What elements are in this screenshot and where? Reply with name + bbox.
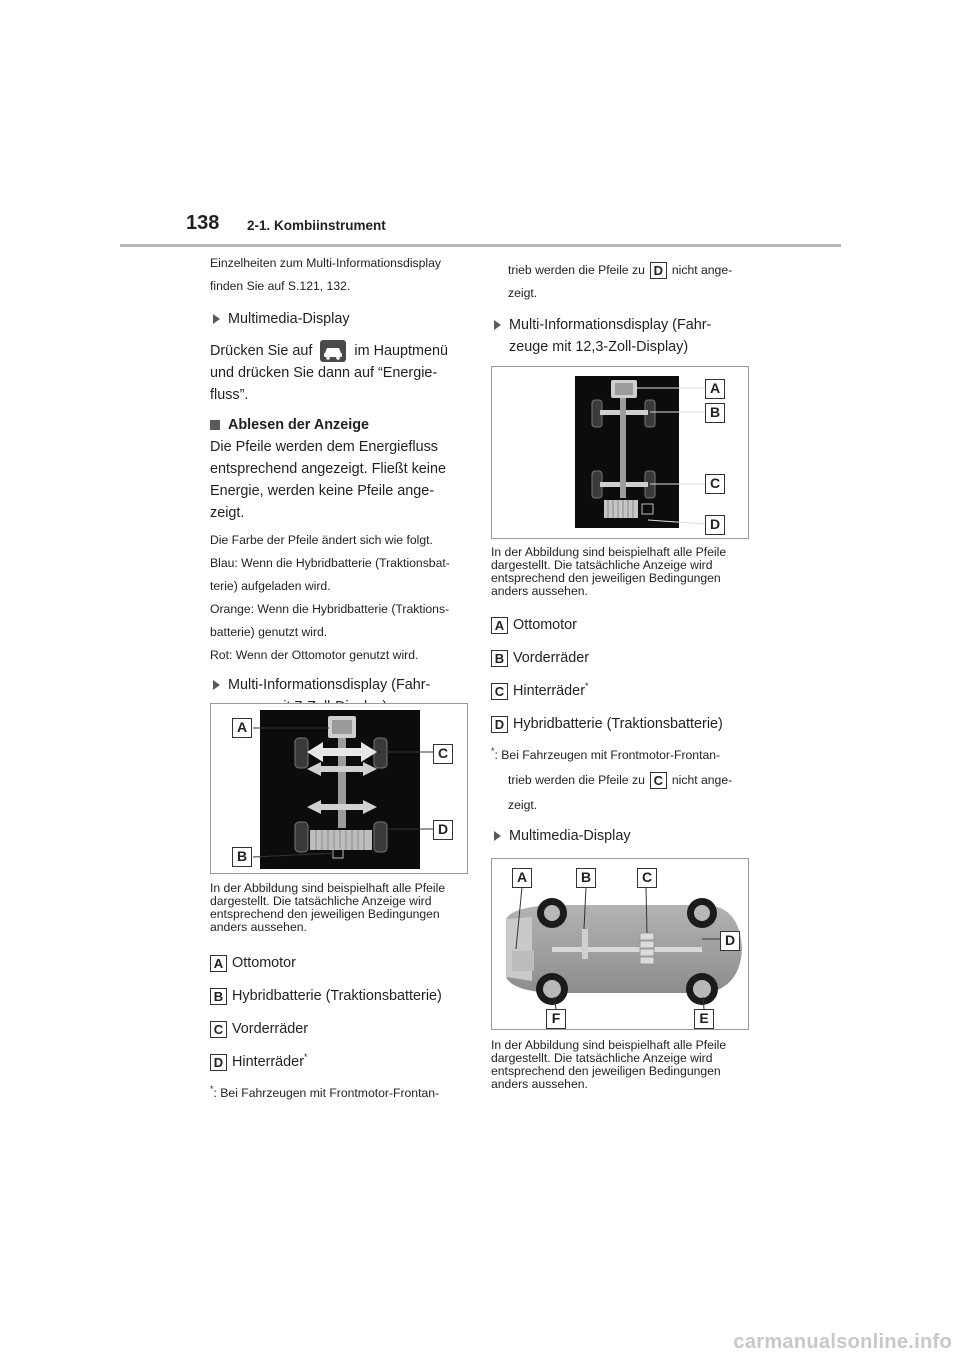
legend-text: Vorderräder bbox=[513, 650, 589, 666]
caption-line: anders aussehen. bbox=[491, 584, 588, 598]
color-note: Die Farbe der Pfeile ändert sich wie folgt. bbox=[210, 533, 433, 547]
car-menu-icon bbox=[320, 340, 346, 362]
legend-text: Ottomotor bbox=[513, 617, 577, 633]
reading-line: Die Pfeile werden dem Energiefluss bbox=[210, 439, 438, 455]
footnote-text: : Bei Fahrzeugen mit Frontmotor-Frontan- bbox=[213, 1086, 440, 1100]
figure-label: D bbox=[720, 931, 740, 951]
footnote-text: zeigt. bbox=[508, 798, 538, 812]
figure-label: B bbox=[232, 847, 252, 867]
figure-label: E bbox=[694, 1009, 714, 1029]
legend-badge: C bbox=[491, 683, 508, 700]
press-text: im Hauptmenü bbox=[354, 343, 448, 359]
intro-line: finden Sie auf S.121, 132. bbox=[210, 279, 351, 293]
legend-badge: B bbox=[210, 988, 227, 1005]
caption-line: entsprechend den jeweiligen Bedingungen bbox=[491, 571, 721, 585]
heading-line: Multi-Informationsdisplay (Fahr- bbox=[509, 317, 712, 333]
reading-heading: Ablesen der Anzeige bbox=[210, 414, 472, 436]
left-lower bbox=[210, 882, 472, 1105]
caption-line: entsprechend den jeweiligen Bedingungen bbox=[210, 907, 440, 921]
caption-line: dargestellt. Die tatsächliche Anzeige wird bbox=[491, 1051, 713, 1065]
inline-badge: D bbox=[650, 262, 667, 279]
reading-line: entsprechend angezeigt. Fließt keine bbox=[210, 461, 446, 477]
reading-line: Energie, werden keine Pfeile ange- bbox=[210, 483, 434, 499]
caption-line: In der Abbildung sind beispielhaft alle Pfeile bbox=[210, 881, 446, 895]
footnote-marker: * bbox=[584, 681, 589, 692]
footnote-text: : Bei Fahrzeugen mit Frontmotor-Frontan- bbox=[494, 748, 721, 762]
legend-badge: C bbox=[210, 1021, 227, 1038]
figure-label: A bbox=[705, 379, 725, 399]
figure-label: A bbox=[512, 868, 532, 888]
legend-item bbox=[491, 713, 753, 735]
footnote-text: nicht ange- bbox=[671, 263, 733, 277]
legend-text: Hybridbatterie (Traktionsbatterie) bbox=[232, 988, 442, 1004]
legend-item bbox=[491, 680, 753, 702]
left-column bbox=[210, 252, 472, 718]
reading-line: zeigt. bbox=[210, 505, 245, 521]
color-note: batterie) genutzt wird. bbox=[210, 625, 328, 639]
caption-line: dargestellt. Die tatsächliche Anzeige wird bbox=[210, 894, 432, 908]
color-note: Blau: Wenn die Hybridbatterie (Traktionsbat- bbox=[210, 556, 450, 570]
color-note: terie) aufgeladen wird. bbox=[210, 579, 331, 593]
intro-line: Einzelheiten zum Multi-Informationsdisplay bbox=[210, 256, 441, 270]
footnote-marker: * bbox=[210, 1083, 214, 1094]
figure-label: B bbox=[705, 403, 725, 423]
right-bottom-caption bbox=[491, 1039, 753, 1091]
caption-line: anders aussehen. bbox=[491, 1077, 588, 1091]
heading-line: zeuge mit 12,3-Zoll-Display) bbox=[509, 339, 689, 355]
figure-label: B bbox=[576, 868, 596, 888]
footnote-marker: * bbox=[303, 1052, 308, 1063]
footnote-text: zeigt. bbox=[508, 286, 538, 300]
color-notes bbox=[210, 529, 472, 667]
legend-badge: D bbox=[210, 1054, 227, 1071]
footnote-text: trieb werden die Pfeile zu bbox=[508, 263, 645, 277]
right-column bbox=[491, 259, 753, 358]
figure-7inch-display bbox=[210, 703, 468, 874]
figure-label: C bbox=[705, 474, 725, 494]
footnote-text: nicht ange- bbox=[671, 773, 733, 787]
figure-multimedia-display bbox=[491, 858, 749, 1030]
section-title: 2-1. Kombiinstrument bbox=[247, 218, 386, 233]
legend-item bbox=[491, 647, 753, 669]
footnote bbox=[491, 744, 753, 817]
footnote bbox=[210, 1082, 472, 1105]
figure-label: D bbox=[433, 820, 453, 840]
figure-label: A bbox=[232, 718, 252, 738]
intro-text bbox=[210, 252, 472, 298]
legend-badge: B bbox=[491, 650, 508, 667]
legend-text: Hinterräder bbox=[232, 1054, 304, 1070]
press-instructions bbox=[210, 340, 472, 406]
footnote-marker: * bbox=[491, 745, 495, 756]
legend-item bbox=[210, 985, 472, 1007]
mid12-heading bbox=[491, 314, 753, 358]
footnote-text: trieb werden die Pfeile zu bbox=[508, 773, 645, 787]
legend-text: Hybridbatterie (Traktionsbatterie) bbox=[513, 716, 723, 732]
inline-badge: C bbox=[650, 772, 667, 789]
reading-text bbox=[210, 436, 472, 524]
press-text: fluss”. bbox=[210, 387, 249, 403]
legend-badge: A bbox=[210, 955, 227, 972]
figure-caption bbox=[491, 546, 753, 598]
caption-line: anders aussehen. bbox=[210, 920, 307, 934]
header-rule bbox=[120, 244, 841, 247]
heading-line: Multi-Informationsdisplay (Fahr- bbox=[228, 677, 431, 693]
figure-12inch-display bbox=[491, 366, 749, 539]
legend-item bbox=[210, 952, 472, 974]
legend-text: Vorderräder bbox=[232, 1021, 308, 1037]
multimedia-heading-right: Multimedia-Display bbox=[491, 825, 753, 847]
legend-badge: D bbox=[491, 716, 508, 733]
caption-line: entsprechend den jeweiligen Bedingungen bbox=[491, 1064, 721, 1078]
figure-label: F bbox=[546, 1009, 566, 1029]
footnote-continuation bbox=[491, 259, 753, 305]
figure-label: C bbox=[637, 868, 657, 888]
watermark: carmanualsonline.info bbox=[733, 1331, 952, 1353]
legend-text: Hinterräder bbox=[513, 683, 585, 699]
press-text: und drücken Sie dann auf “Energie- bbox=[210, 365, 438, 381]
legend-item bbox=[210, 1051, 472, 1073]
figure-caption bbox=[210, 882, 472, 934]
press-text: Drücken Sie auf bbox=[210, 343, 313, 359]
legend-badge: A bbox=[491, 617, 508, 634]
legend-item bbox=[210, 1018, 472, 1040]
caption-line: dargestellt. Die tatsächliche Anzeige wird bbox=[491, 558, 713, 572]
figure-label: C bbox=[433, 744, 453, 764]
multimedia-heading: Multimedia-Display bbox=[210, 308, 472, 330]
page-number: 138 bbox=[186, 212, 220, 234]
legend-text: Ottomotor bbox=[232, 955, 296, 971]
caption-line: In der Abbildung sind beispielhaft alle Pfeile bbox=[491, 1038, 727, 1052]
right-lower bbox=[491, 546, 753, 847]
color-note: Rot: Wenn der Ottomotor genutzt wird. bbox=[210, 648, 419, 662]
figure-label: D bbox=[705, 515, 725, 535]
color-note: Orange: Wenn die Hybridbatterie (Traktions- bbox=[210, 602, 450, 616]
legend-item bbox=[491, 614, 753, 636]
figure-caption bbox=[491, 1039, 753, 1091]
caption-line: In der Abbildung sind beispielhaft alle Pfeile bbox=[491, 545, 727, 559]
